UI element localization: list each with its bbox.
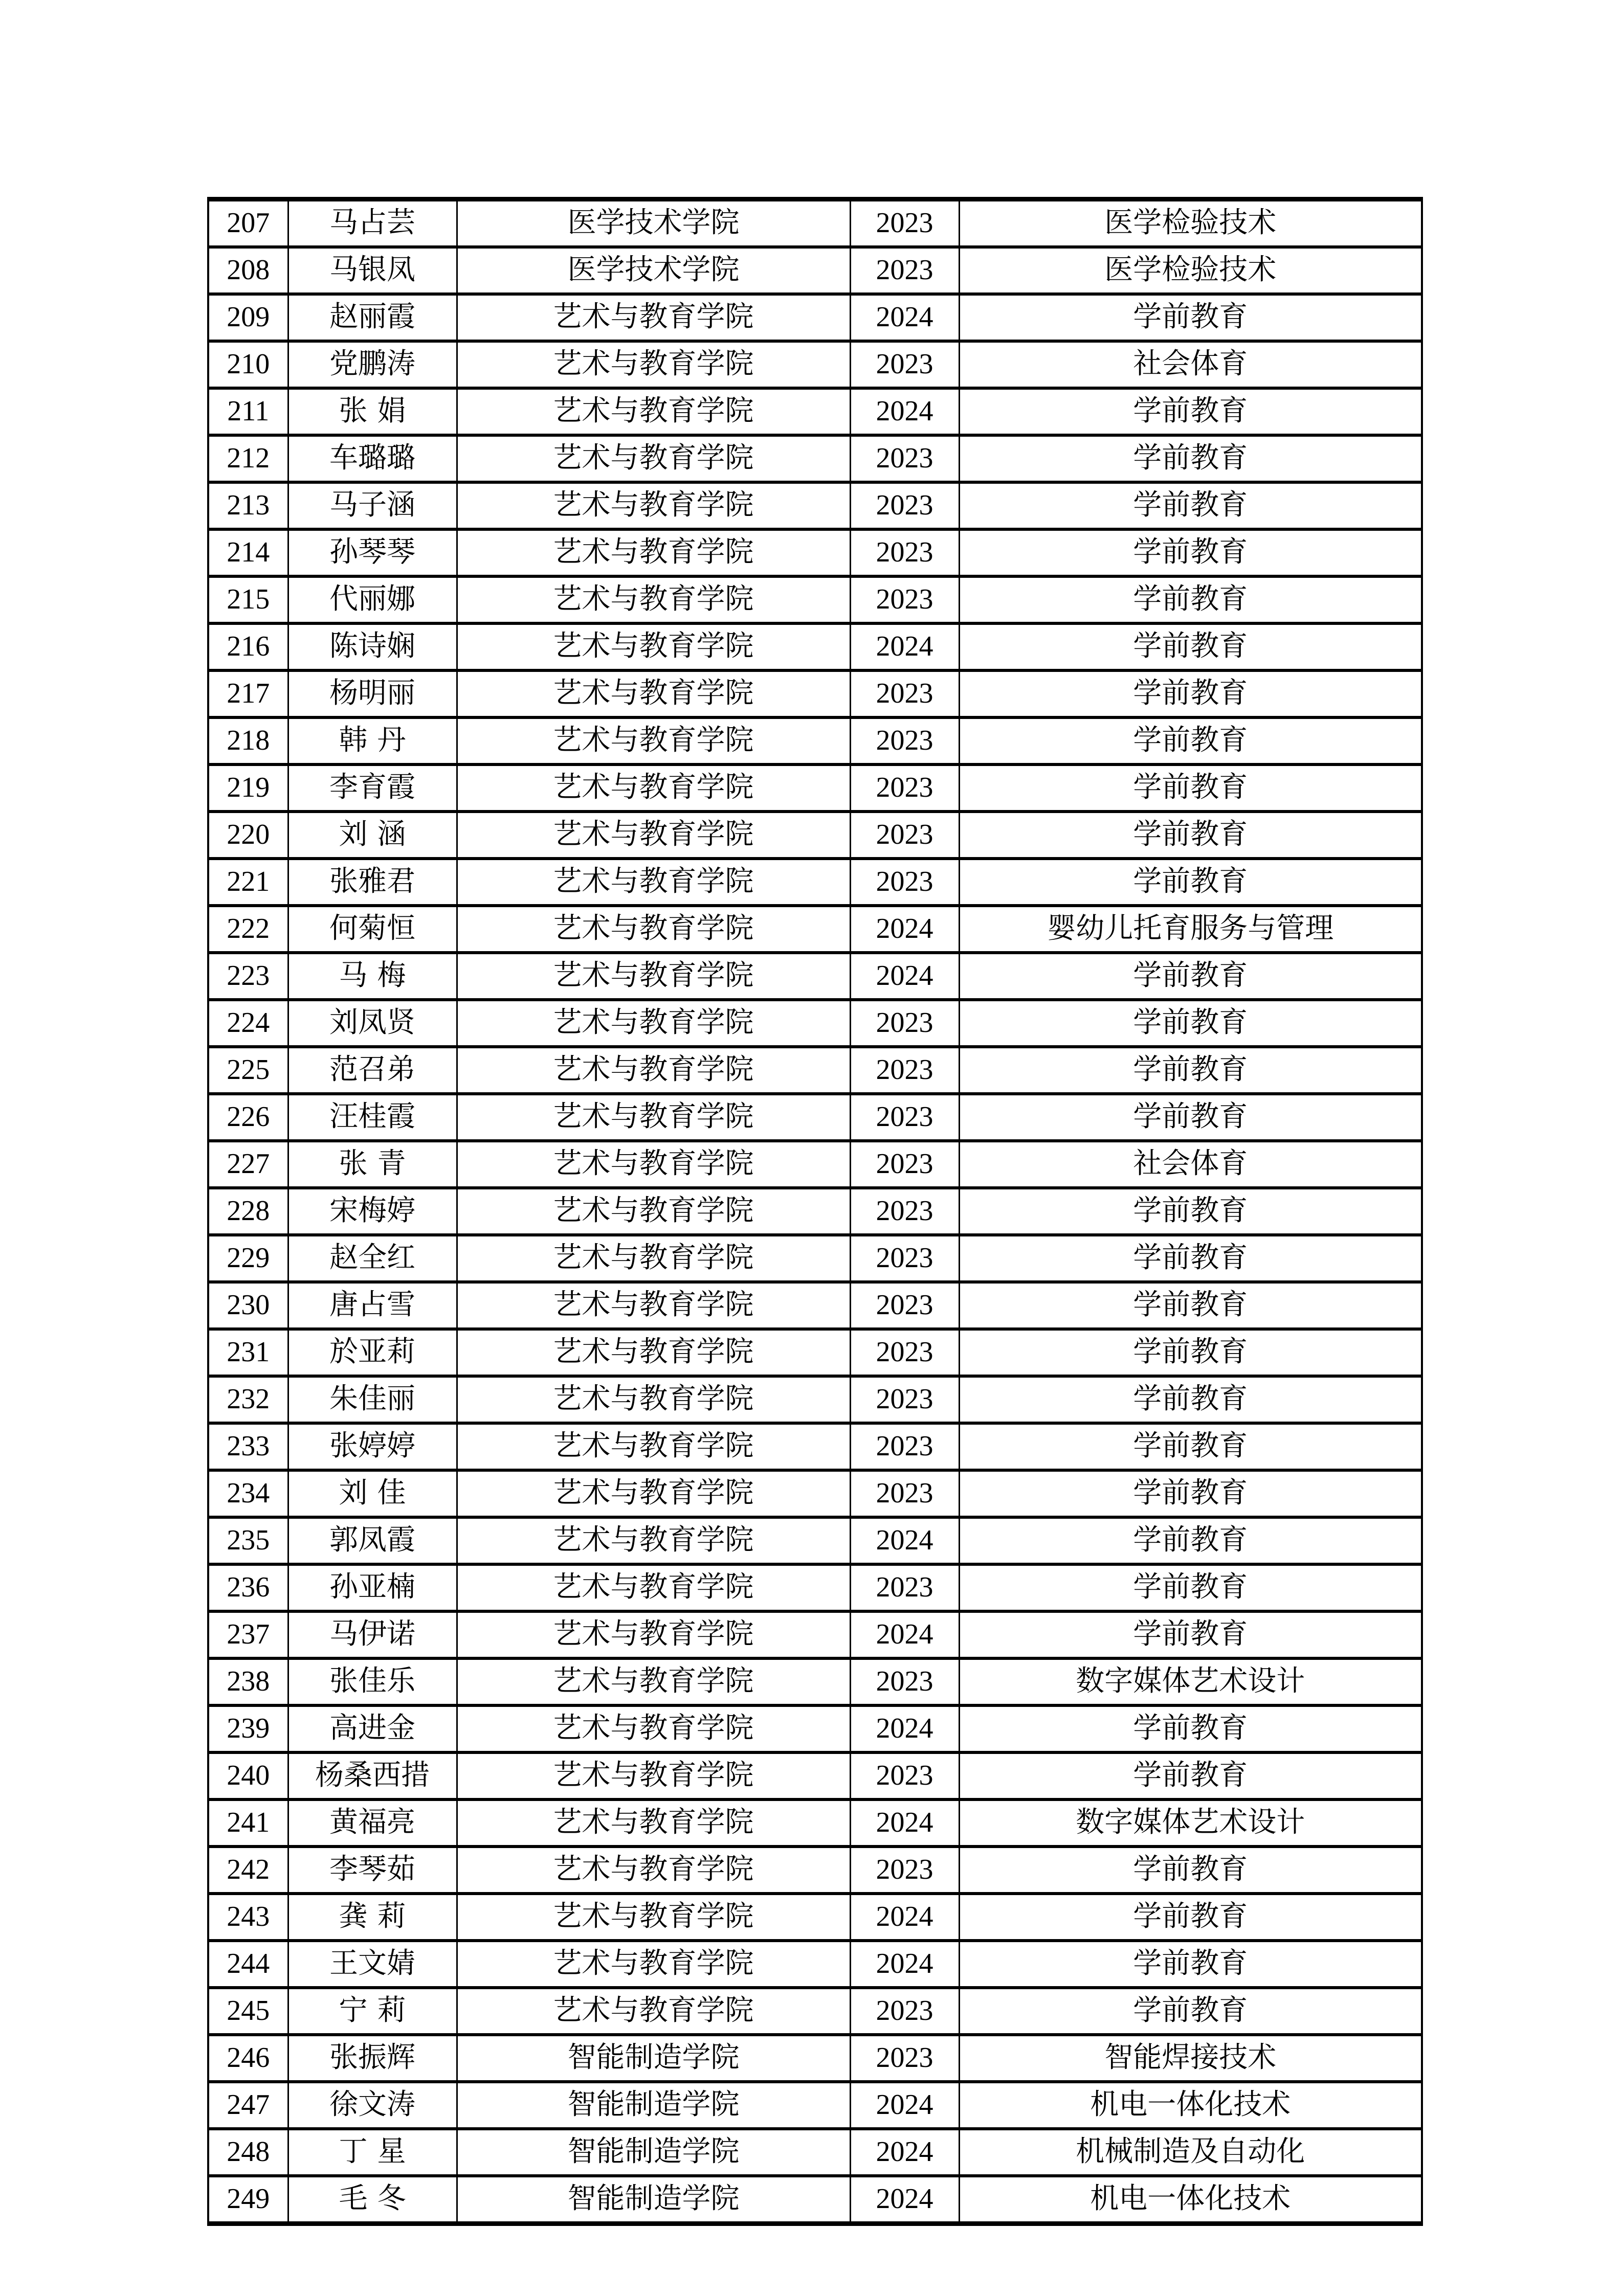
table-row (208, 1941, 1422, 1988)
cell-year: 2023 (850, 1376, 959, 1423)
cell-year: 2023 (850, 1988, 959, 2035)
cell-number: 214 (208, 529, 288, 576)
cell-name: 汪桂霞 (288, 1094, 457, 1141)
cell-year: 2023 (850, 717, 959, 764)
cell-major: 学前教育 (959, 859, 1422, 906)
cell-college: 艺术与教育学院 (457, 717, 850, 764)
cell-major: 学前教育 (959, 1705, 1422, 1752)
cell-college: 艺术与教育学院 (457, 1752, 850, 1799)
cell-major: 医学检验技术 (959, 199, 1422, 247)
cell-number: 208 (208, 247, 288, 294)
cell-name: 马银凤 (288, 247, 457, 294)
cell-college: 艺术与教育学院 (457, 1423, 850, 1470)
cell-number: 233 (208, 1423, 288, 1470)
cell-name: 马占芸 (288, 199, 457, 247)
cell-name: 杨明丽 (288, 670, 457, 717)
cell-college: 艺术与教育学院 (457, 623, 850, 670)
cell-number: 249 (208, 2176, 288, 2224)
cell-college: 医学技术学院 (457, 199, 850, 247)
cell-major: 学前教育 (959, 1423, 1422, 1470)
cell-number: 235 (208, 1517, 288, 1564)
cell-name: 代丽娜 (288, 576, 457, 623)
cell-major: 学前教育 (959, 623, 1422, 670)
cell-major: 学前教育 (959, 1329, 1422, 1376)
cell-year: 2024 (850, 2176, 959, 2224)
cell-number: 225 (208, 1047, 288, 1094)
table-row (208, 623, 1422, 670)
cell-college: 艺术与教育学院 (457, 1141, 850, 1188)
cell-name: 赵全红 (288, 1235, 457, 1282)
cell-major: 智能焊接技术 (959, 2035, 1422, 2082)
cell-number: 244 (208, 1941, 288, 1988)
cell-number: 237 (208, 1611, 288, 1658)
cell-major: 学前教育 (959, 1235, 1422, 1282)
cell-name: 张婷婷 (288, 1423, 457, 1470)
cell-number: 219 (208, 764, 288, 812)
cell-college: 艺术与教育学院 (457, 953, 850, 1000)
cell-name: 於亚莉 (288, 1329, 457, 1376)
cell-year: 2023 (850, 1329, 959, 1376)
cell-year: 2024 (850, 2082, 959, 2129)
cell-name: 马伊诺 (288, 1611, 457, 1658)
cell-number: 231 (208, 1329, 288, 1376)
cell-number: 243 (208, 1894, 288, 1941)
cell-major: 学前教育 (959, 1894, 1422, 1941)
cell-year: 2024 (850, 906, 959, 953)
cell-college: 艺术与教育学院 (457, 341, 850, 388)
cell-major: 数字媒体艺术设计 (959, 1658, 1422, 1705)
table-row (208, 1517, 1422, 1564)
cell-year: 2023 (850, 859, 959, 906)
cell-major: 学前教育 (959, 482, 1422, 529)
cell-major: 学前教育 (959, 1282, 1422, 1329)
cell-number: 216 (208, 623, 288, 670)
table-row (208, 1094, 1422, 1141)
cell-college: 艺术与教育学院 (457, 1894, 850, 1941)
cell-year: 2023 (850, 576, 959, 623)
table-row (208, 1141, 1422, 1188)
cell-year: 2023 (850, 529, 959, 576)
cell-name: 张佳乐 (288, 1658, 457, 1705)
cell-number: 223 (208, 953, 288, 1000)
cell-major: 学前教育 (959, 1094, 1422, 1141)
cell-name: 高进金 (288, 1705, 457, 1752)
cell-college: 艺术与教育学院 (457, 1564, 850, 1611)
cell-number: 248 (208, 2129, 288, 2176)
cell-major: 学前教育 (959, 1941, 1422, 1988)
cell-name: 张 青 (288, 1141, 457, 1188)
table-row (208, 1423, 1422, 1470)
student-roster-body (208, 199, 1422, 2224)
cell-year: 2023 (850, 199, 959, 247)
cell-year: 2023 (850, 1188, 959, 1235)
cell-major: 学前教育 (959, 388, 1422, 435)
cell-number: 221 (208, 859, 288, 906)
cell-year: 2024 (850, 2129, 959, 2176)
cell-major: 学前教育 (959, 1752, 1422, 1799)
cell-number: 220 (208, 812, 288, 859)
table-row (208, 1564, 1422, 1611)
table-row (208, 2129, 1422, 2176)
cell-major: 学前教育 (959, 764, 1422, 812)
cell-college: 艺术与教育学院 (457, 764, 850, 812)
table-row (208, 482, 1422, 529)
cell-college: 艺术与教育学院 (457, 1611, 850, 1658)
cell-name: 王文婧 (288, 1941, 457, 1988)
table-row (208, 2082, 1422, 2129)
table-row (208, 1988, 1422, 2035)
cell-college: 艺术与教育学院 (457, 1188, 850, 1235)
table-row (208, 388, 1422, 435)
cell-year: 2024 (850, 1799, 959, 1847)
cell-college: 艺术与教育学院 (457, 1988, 850, 2035)
cell-number: 218 (208, 717, 288, 764)
cell-major: 学前教育 (959, 717, 1422, 764)
cell-year: 2023 (850, 1752, 959, 1799)
table-row (208, 906, 1422, 953)
cell-name: 范召弟 (288, 1047, 457, 1094)
cell-major: 学前教育 (959, 1376, 1422, 1423)
cell-major: 数字媒体艺术设计 (959, 1799, 1422, 1847)
table-row (208, 199, 1422, 247)
cell-major: 学前教育 (959, 1188, 1422, 1235)
cell-major: 学前教育 (959, 1611, 1422, 1658)
cell-year: 2024 (850, 294, 959, 341)
cell-name: 杨桑西措 (288, 1752, 457, 1799)
cell-college: 艺术与教育学院 (457, 1941, 850, 1988)
cell-year: 2024 (850, 1894, 959, 1941)
cell-number: 222 (208, 906, 288, 953)
cell-number: 224 (208, 1000, 288, 1047)
cell-name: 李琴茹 (288, 1847, 457, 1894)
cell-year: 2023 (850, 764, 959, 812)
cell-number: 211 (208, 388, 288, 435)
cell-number: 227 (208, 1141, 288, 1188)
cell-number: 210 (208, 341, 288, 388)
cell-major: 学前教育 (959, 1470, 1422, 1517)
cell-year: 2023 (850, 1141, 959, 1188)
table-row (208, 1752, 1422, 1799)
cell-college: 艺术与教育学院 (457, 294, 850, 341)
table-row (208, 670, 1422, 717)
cell-number: 230 (208, 1282, 288, 1329)
table-row (208, 1235, 1422, 1282)
cell-year: 2023 (850, 2035, 959, 2082)
cell-year: 2023 (850, 1658, 959, 1705)
table-row (208, 812, 1422, 859)
cell-major: 学前教育 (959, 294, 1422, 341)
cell-year: 2023 (850, 670, 959, 717)
cell-name: 朱佳丽 (288, 1376, 457, 1423)
cell-college: 艺术与教育学院 (457, 1094, 850, 1141)
cell-major: 学前教育 (959, 1564, 1422, 1611)
cell-college: 艺术与教育学院 (457, 1658, 850, 1705)
cell-year: 2024 (850, 953, 959, 1000)
table-row (208, 576, 1422, 623)
cell-college: 艺术与教育学院 (457, 670, 850, 717)
table-row (208, 435, 1422, 482)
cell-year: 2024 (850, 623, 959, 670)
table-row (208, 764, 1422, 812)
cell-major: 学前教育 (959, 1847, 1422, 1894)
cell-number: 228 (208, 1188, 288, 1235)
cell-year: 2023 (850, 1047, 959, 1094)
table-row (208, 1847, 1422, 1894)
cell-number: 209 (208, 294, 288, 341)
cell-major: 学前教育 (959, 435, 1422, 482)
cell-name: 丁 星 (288, 2129, 457, 2176)
cell-major: 学前教育 (959, 576, 1422, 623)
cell-name: 黄福亮 (288, 1799, 457, 1847)
table-row (208, 247, 1422, 294)
cell-number: 215 (208, 576, 288, 623)
cell-year: 2024 (850, 1941, 959, 1988)
table-row (208, 1188, 1422, 1235)
cell-number: 234 (208, 1470, 288, 1517)
cell-number: 239 (208, 1705, 288, 1752)
cell-name: 赵丽霞 (288, 294, 457, 341)
cell-name: 郭凤霞 (288, 1517, 457, 1564)
cell-number: 240 (208, 1752, 288, 1799)
cell-year: 2024 (850, 388, 959, 435)
cell-name: 宁 莉 (288, 1988, 457, 2035)
cell-college: 艺术与教育学院 (457, 1470, 850, 1517)
cell-year: 2023 (850, 1094, 959, 1141)
cell-year: 2023 (850, 1847, 959, 1894)
cell-name: 韩 丹 (288, 717, 457, 764)
cell-number: 212 (208, 435, 288, 482)
cell-number: 207 (208, 199, 288, 247)
cell-number: 236 (208, 1564, 288, 1611)
cell-major: 学前教育 (959, 812, 1422, 859)
cell-name: 车璐璐 (288, 435, 457, 482)
cell-year: 2023 (850, 1282, 959, 1329)
cell-name: 刘 佳 (288, 1470, 457, 1517)
cell-college: 智能制造学院 (457, 2035, 850, 2082)
table-row (208, 2176, 1422, 2224)
cell-college: 艺术与教育学院 (457, 1376, 850, 1423)
cell-major: 社会体育 (959, 341, 1422, 388)
cell-name: 刘 涵 (288, 812, 457, 859)
table-row (208, 1329, 1422, 1376)
cell-number: 213 (208, 482, 288, 529)
cell-major: 学前教育 (959, 1000, 1422, 1047)
cell-major: 机电一体化技术 (959, 2082, 1422, 2129)
cell-college: 艺术与教育学院 (457, 1799, 850, 1847)
cell-number: 217 (208, 670, 288, 717)
cell-college: 艺术与教育学院 (457, 482, 850, 529)
cell-number: 241 (208, 1799, 288, 1847)
cell-number: 247 (208, 2082, 288, 2129)
cell-major: 机械制造及自动化 (959, 2129, 1422, 2176)
table-row (208, 717, 1422, 764)
cell-college: 艺术与教育学院 (457, 388, 850, 435)
cell-major: 学前教育 (959, 670, 1422, 717)
cell-college: 艺术与教育学院 (457, 812, 850, 859)
cell-college: 艺术与教育学院 (457, 1847, 850, 1894)
cell-number: 242 (208, 1847, 288, 1894)
cell-major: 学前教育 (959, 529, 1422, 576)
table-row (208, 1376, 1422, 1423)
cell-year: 2023 (850, 1470, 959, 1517)
cell-year: 2023 (850, 1564, 959, 1611)
cell-number: 226 (208, 1094, 288, 1141)
table-row (208, 953, 1422, 1000)
cell-college: 艺术与教育学院 (457, 1517, 850, 1564)
cell-year: 2024 (850, 1705, 959, 1752)
cell-name: 毛 冬 (288, 2176, 457, 2224)
cell-name: 何菊恒 (288, 906, 457, 953)
cell-year: 2024 (850, 1611, 959, 1658)
table-row (208, 294, 1422, 341)
cell-number: 238 (208, 1658, 288, 1705)
cell-year: 2023 (850, 435, 959, 482)
cell-college: 艺术与教育学院 (457, 435, 850, 482)
cell-name: 马 梅 (288, 953, 457, 1000)
cell-major: 婴幼儿托育服务与管理 (959, 906, 1422, 953)
cell-major: 社会体育 (959, 1141, 1422, 1188)
table-row (208, 1705, 1422, 1752)
cell-major: 学前教育 (959, 953, 1422, 1000)
cell-college: 艺术与教育学院 (457, 859, 850, 906)
table-row (208, 1894, 1422, 1941)
cell-college: 艺术与教育学院 (457, 1329, 850, 1376)
cell-name: 唐占雪 (288, 1282, 457, 1329)
cell-major: 医学检验技术 (959, 247, 1422, 294)
cell-name: 张雅君 (288, 859, 457, 906)
cell-college: 艺术与教育学院 (457, 576, 850, 623)
cell-number: 229 (208, 1235, 288, 1282)
cell-college: 艺术与教育学院 (457, 1047, 850, 1094)
cell-college: 智能制造学院 (457, 2082, 850, 2129)
cell-number: 232 (208, 1376, 288, 1423)
cell-major: 学前教育 (959, 1047, 1422, 1094)
cell-name: 李育霞 (288, 764, 457, 812)
table-row (208, 1000, 1422, 1047)
table-row (208, 1611, 1422, 1658)
cell-name: 张振辉 (288, 2035, 457, 2082)
cell-year: 2023 (850, 812, 959, 859)
cell-name: 陈诗娴 (288, 623, 457, 670)
cell-year: 2023 (850, 1235, 959, 1282)
cell-college: 艺术与教育学院 (457, 1235, 850, 1282)
cell-name: 孙琴琴 (288, 529, 457, 576)
cell-college: 智能制造学院 (457, 2129, 850, 2176)
cell-name: 徐文涛 (288, 2082, 457, 2129)
cell-year: 2023 (850, 1000, 959, 1047)
cell-name: 马子涵 (288, 482, 457, 529)
cell-name: 党鹏涛 (288, 341, 457, 388)
student-roster-table (207, 197, 1423, 2226)
table-row (208, 1658, 1422, 1705)
cell-number: 246 (208, 2035, 288, 2082)
cell-year: 2023 (850, 247, 959, 294)
cell-major: 机电一体化技术 (959, 2176, 1422, 2224)
table-row (208, 2035, 1422, 2082)
table-row (208, 859, 1422, 906)
cell-year: 2024 (850, 1517, 959, 1564)
cell-number: 245 (208, 1988, 288, 2035)
cell-name: 张 娟 (288, 388, 457, 435)
cell-name: 刘凤贤 (288, 1000, 457, 1047)
cell-name: 孙亚楠 (288, 1564, 457, 1611)
cell-major: 学前教育 (959, 1517, 1422, 1564)
cell-name: 宋梅婷 (288, 1188, 457, 1235)
table-row (208, 1799, 1422, 1847)
cell-college: 艺术与教育学院 (457, 1705, 850, 1752)
table-row (208, 1470, 1422, 1517)
cell-major: 学前教育 (959, 1988, 1422, 2035)
cell-year: 2023 (850, 1423, 959, 1470)
cell-college: 医学技术学院 (457, 247, 850, 294)
cell-college: 艺术与教育学院 (457, 529, 850, 576)
cell-college: 艺术与教育学院 (457, 906, 850, 953)
cell-year: 2023 (850, 341, 959, 388)
table-row (208, 1047, 1422, 1094)
table-row (208, 1282, 1422, 1329)
cell-college: 智能制造学院 (457, 2176, 850, 2224)
cell-college: 艺术与教育学院 (457, 1282, 850, 1329)
cell-year: 2023 (850, 482, 959, 529)
cell-name: 龚 莉 (288, 1894, 457, 1941)
cell-college: 艺术与教育学院 (457, 1000, 850, 1047)
table-row (208, 341, 1422, 388)
table-row (208, 529, 1422, 576)
